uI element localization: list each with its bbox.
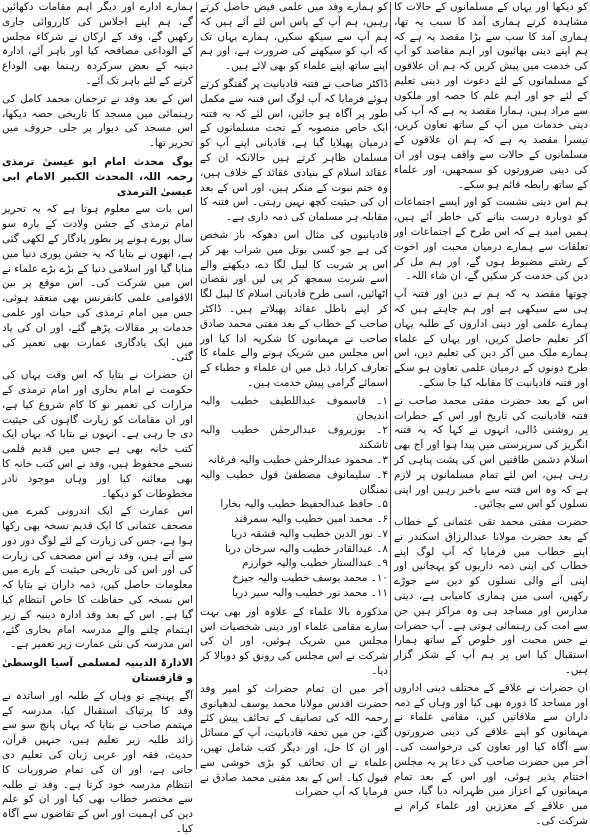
body-paragraph: ڈاکٹر صاحب نے فتنہ قادیانیت پر گفتگو کرتے ہوئے فرمایا کہ آپ لوگ اس فتنہ سے مکمل طور پر آگاہ ہو جائیں، اس لئے کہ یہ فتنہ ایک خاص منصوبہ کے تحت مسلمانوں کے درمیان پھیلایا گیا ہے، قادیانی اپنے آپ کو مسلمان ظاہر کرتے ہیں حالانکہ ان کے عقائد اسلام کے بنیادی عقائد کے خلاف ہیں، وہ ختم نبوت کے منکر ہیں، اور اس کے بعد ان کی حیثیت کچھ نہیں رہتی۔ اس فتنہ کا مقابلہ ہر مسلمان کی ذمہ داری ہے۔: [200, 77, 388, 224]
name-list-item: ۱۰۔ محمد یوسف خطیب والیہ جیزخ: [232, 572, 388, 585]
text-column-right: [392, 0, 590, 828]
name-list-item: ۸۔ عبدالقادر خطیب والیہ سرخان دریا: [224, 542, 388, 555]
body-paragraph: ان حضرات نے بتایا کہ اس وقت یہاں کی حکومت نے امام بخاری اور امام ترمذی کے مزارات کی تعمیر نو کا کام شروع کیا ہے، اور ان مقامات کو زیارت گاہوں کی حیثیت دی جا رہی ہے۔ انہوں نے بتایا کہ یہاں ایک کتب خانہ بھی ہے جس میں قدیم قلمی نسخے محفوظ ہیں، وفد نے اس کتب خانہ کا بھی معائنہ کیا اور وہاں موجود نادر مخطوطات کو دیکھا۔: [2, 369, 193, 500]
body-paragraph: مذکورہ بالا علماء کے علاوہ اور بھی بہت سارے مقامی علماء اور دینی شخصیات اس مجلس میں شریک ہوئیں، اور ان کی شرکت نے اس مجلس کی رونق کو دوبالا کر دیا۔: [200, 605, 388, 678]
name-list-item: ۴۔ سلیمانوف مصطفیٰ قول خطیب والیہ نمنگان: [200, 468, 388, 496]
body-paragraph: اس عمارت کے ایک اندرونی کمرے میں مصحف عثمانی کا ایک قدیم نسخہ بھی رکھا ہوا ہے، جس کی زیارت کے لئے لوگ دور دور سے آتے ہیں، وفد نے اس مصحف کی زیارت کی اور اس کی تاریخی حیثیت کے بارے میں معلومات حاصل کیں، ذمہ داران نے بتایا کہ اس نسخہ کی حفاظت کا خاص انتظام کیا گیا ہے۔ اس کے بعد وفد ادارہ دینیہ کے زیر اہتمام چلنے والے مدرسہ امام بخاری گئے، اس مدرسہ کی نئی عمارت زیر تعمیر ہے۔: [2, 505, 193, 651]
column-divider: [196, 2, 197, 769]
name-list-item: ۶۔ محمد امین خطیب والیہ سمرقند: [233, 513, 388, 526]
name-list-item: ۹۔ عبدالستار خطیب والیہ خوارزم: [241, 557, 388, 570]
body-paragraph: ہم اس دینی نشست کو اور ایسے اجتماعات کو دوبارہ درست بنانے کی خاطر آئے ہیں، ہمیں امید ہے کہ اس طرح کے اجتماعات اور تعلقات سے ہمارے درمیان محبت اور اخوت کے رشتے مضبوط ہوں گے، اور ہم مل کر دین کی خدمت کر سکیں گے، ان شاء اللہ۔: [394, 196, 588, 283]
body-paragraph: کو ہمارے وفد میں علمی فیض حاصل کرتے رہیں، ہم آپ کے پاس اس لئے آئے ہیں کہ ہم آپ سے سیکھ سکیں، ہمارے یہاں تک کہ آپ کو سیکھنے کی ضرورت ہے، اور ہم اپنے ساتھ اپنے علماء کو بھی لائے ہیں۔: [200, 1, 388, 73]
name-list-item: ۲۔ یوزیروف عبدالرحمٰن خطیب والیہ تاشکند: [200, 424, 388, 452]
name-list-item: ۳۔ محمود عبدالرحمٰن خطیب والیہ فرغانہ: [207, 453, 388, 466]
body-paragraph: حضرت مفتی محمد تقی عثمانی کے خطاب کے بعد حضرت مولانا عبدالرزاق اسکندر نے اپنے خطاب میں فرمایا کہ آپ لوگ اپنے خطاب کی اپنی ذمہ داریوں کو پہچانیں اور اپنی آنے والی نسلوں کو دین سے جوڑے رکھیں، اسی میں ہماری کامیابی ہے، دینی مدارس اور مساجد ہی وہ مراکز ہیں جن سے امت کی رہنمائی ہوتی ہے۔ آپ حضرات نے جس محبت اور خلوص کے ساتھ ہمارا استقبال کیا اس پر ہم آپ کے شکر گزار ہیں۔: [394, 516, 588, 677]
body-paragraph: ہمارے ادارے اور دیگر اہم مقامات دکھائیں گے، ہم اپنے اجلاس کی کارروائی جاری رکھیں گے، وفد کے ارکان نے شرکاء مجلس کے الوداعی مصافحہ کیا اور باہر آئے، ادارہ دینیہ کے بعض سرکردہ رہنما بھی الوداع کرنے کے لئے باہر تک آئے۔: [2, 1, 193, 87]
name-list: [200, 394, 388, 601]
name-list-item: ۱۔ قاسموف عبداللطیف خطیب والیہ اندیجان: [200, 394, 388, 422]
text-column-left: [0, 0, 195, 836]
body-paragraph: آخر میں ان تمام حضرات کو امیر وفد حضرت اقدس مولانا محمد یوسف لدھیانوی رحمہ اللہ کی تصانیف کے تحائف پیش کئے گئے، جن میں تحفہ قادیانیت، آپ کے مسائل اور ان کا حل، اور دیگر کتب شامل تھیں، علماء نے ان تحائف کو بڑی خوشی سے قبول کیا۔ اس کے بعد مفتی محمد صادق نے فرمایا کہ آپ حضرات: [200, 682, 388, 799]
body-paragraph: ان حضرات نے علاقے کے مختلف دینی اداروں اور مساجد کا دورہ بھی کیا اور وہاں کے ذمہ داران سے ملاقاتیں کیں، مقامی علماء نے مہمانوں کو اپنے علاقے کی دینی ضرورتوں سے آگاہ کیا اور تعاون کی درخواست کی۔ آخر میں حضرت صاحب کی دعا پر یہ مجلس اختتام پذیر ہوئی، اور اس کے بعد تمام مہمانوں کے اعزاز میں ظہرانہ دیا گیا، جس میں علاقے کے معززین اور علماء کرام نے شرکت کی۔: [394, 681, 588, 828]
section-heading: یوگ محدث امام ابو عیسیٰ ترمذی رحمہ اللہ، المحدث الکبیر الامام ابی عیسیٰ الترمذی: [2, 155, 193, 198]
body-paragraph: کو دیکھا اور یہاں کے مسلمانوں کے حالات کا مشاہدہ کرنے ہماری آمد کا سبب یہ تھا، ہماری آمد کا سب سے بڑا مقصد یہ ہے کہ ہم اپنے دینی بھائیوں اور اہم مقاصد کو آپ کی خدمت میں پیش کریں کہ ہم ان علاقوں کے مسلمانوں کے لئے دعوت اور دینی تعلیم کے لئے جو اور اہم علم کا حصہ اور ملکوں سے مراد ہیں، ہمارا مقصد یہ ہے کہ آپ کی دینی خدمات میں آپ کے ساتھ تعاون کریں، تیسرا مقصد یہ ہے کہ ہم ان علاقوں کے مسلمانوں کے حالات سے واقف ہوں اور ان کی دینی ضرورتوں کو سمجھیں، اور علماء کے ساتھ رابطہ قائم ہو سکے۔: [394, 1, 588, 191]
body-paragraph: چوتھا مقصد یہ کہ ہم نے دین اور فتنہ آپ ہی سے سیکھی ہے اور ہم چاہتے ہیں کہ ہمارے علمی اور دینی اداروں کے طلبہ یہاں آکر تعلیم حاصل کریں، اور یہاں کے علماء ہمارے ملک میں آکر دین کی تعلیم دیں، اس طرح دونوں کے درمیان علمی تعاون ہو سکے اور فتنہ قادیانیت کا مقابلہ کیا جا سکے۔: [394, 288, 588, 389]
text-column-middle: [198, 0, 390, 799]
body-paragraph: اس کے بعد حضرت مفتی محمد صاحب نے فتنہ قادیانیت کی تاریخ اور اس کے خطرات پر روشنی ڈالی، انہوں نے کہا کہ یہ فتنہ انگریز کی سرپرستی میں پیدا ہوا اور آج بھی اسلام دشمن طاقتیں اس کی پشت پناہی کر رہی ہیں، اس لئے تمام مسلمانوں پر لازم ہے کہ وہ اس فتنہ سے باخبر رہیں اور اپنی نسلوں کو اس سے بچائیں۔: [394, 394, 588, 511]
name-list-item: ۷۔ نور الدین خطیب والیہ قشقہ دریا: [231, 527, 388, 540]
body-paragraph: اس کے بعد وفد نے ترجمان محمد کامل کی رہنمائی میں مسجد کا تاریخی حصہ دیکھا، اس مسجد کی دیوار پر جلی حروف میں تحریر تھا۔: [2, 92, 193, 150]
body-paragraph: قادیانیوں کی مثال اس دھوکہ باز شخص کی ہے جو کسی بوتل میں شراب بھر کر اس پر شربت کا لیبل لگا دے، دیکھنے والے اسے شربت سمجھ کر پی لیں اور نقصان اٹھائیں، اسی طرح قادیانی اسلام کا لیبل لگا کر اپنے باطل عقائد پھیلاتے ہیں۔ ڈاکٹر صاحب کے خطاب کے بعد مفتی محمد صادق صاحب نے مہمانوں کا شکریہ ادا کیا اور اس مجلس میں شریک ہونے والے علماء کا تعارف کرایا، ذیل میں ان علماء و خطباء کے اسمائے گرامی پیش خدمت ہیں۔: [200, 228, 388, 389]
name-list-item: ۱۱۔ محمد نور خطیب والیہ سیر دریا: [232, 587, 388, 600]
body-paragraph: اس بات سے معلوم ہوتا ہے کہ یہ تحریر امام ترمذی کے جشن ولادت کے بارہ سو سال پورے ہونے پر بطور یادگار کے لکھی گئی ہے، انھوں نے بتایا کہ یہ جشن پوری دنیا میں منایا گیا اور اسلامی دنیا کے بڑے بڑے علماء نے اس میں شرکت کی۔ اس موقع پر بین الاقوامی علمی کانفرنس بھی منعقد ہوئی، جس میں امام ترمذی کی حیات اور علمی خدمات پر مقالات پڑھے گئے، اور ان کی یاد میں ایک یادگاری عمارت بھی تعمیر کی گئی۔: [2, 203, 193, 364]
body-paragraph: آگے پہنچے تو وہاں کے طلبہ اور اساتذہ نے وفد کا پرتپاک استقبال کیا، مدرسہ کے مہتمم صاحب نے بتایا کہ یہاں پانچ سو سے زائد طلبہ زیر تعلیم ہیں، جنہیں قرآن، حدیث، فقہ اور عربی زبان کی تعلیم دی جاتی ہے، اور ان کی تمام ضروریات کا انتظام مدرسہ خود کرتا ہے۔ وفد نے طلبہ سے مختصر خطاب بھی کیا اور ان کو علم دین کی اہمیت اور اس کے تقاضوں سے آگاہ کیا۔: [2, 689, 193, 836]
column-divider: [390, 2, 391, 769]
name-list-item: ۵۔ حافظ عبدالحفیظ خطیب والیہ بخارا: [220, 498, 388, 511]
section-heading: الادارۃ الدینیہ لمسلمی آسیا الوسطیٰ و قازقستان: [2, 657, 193, 685]
